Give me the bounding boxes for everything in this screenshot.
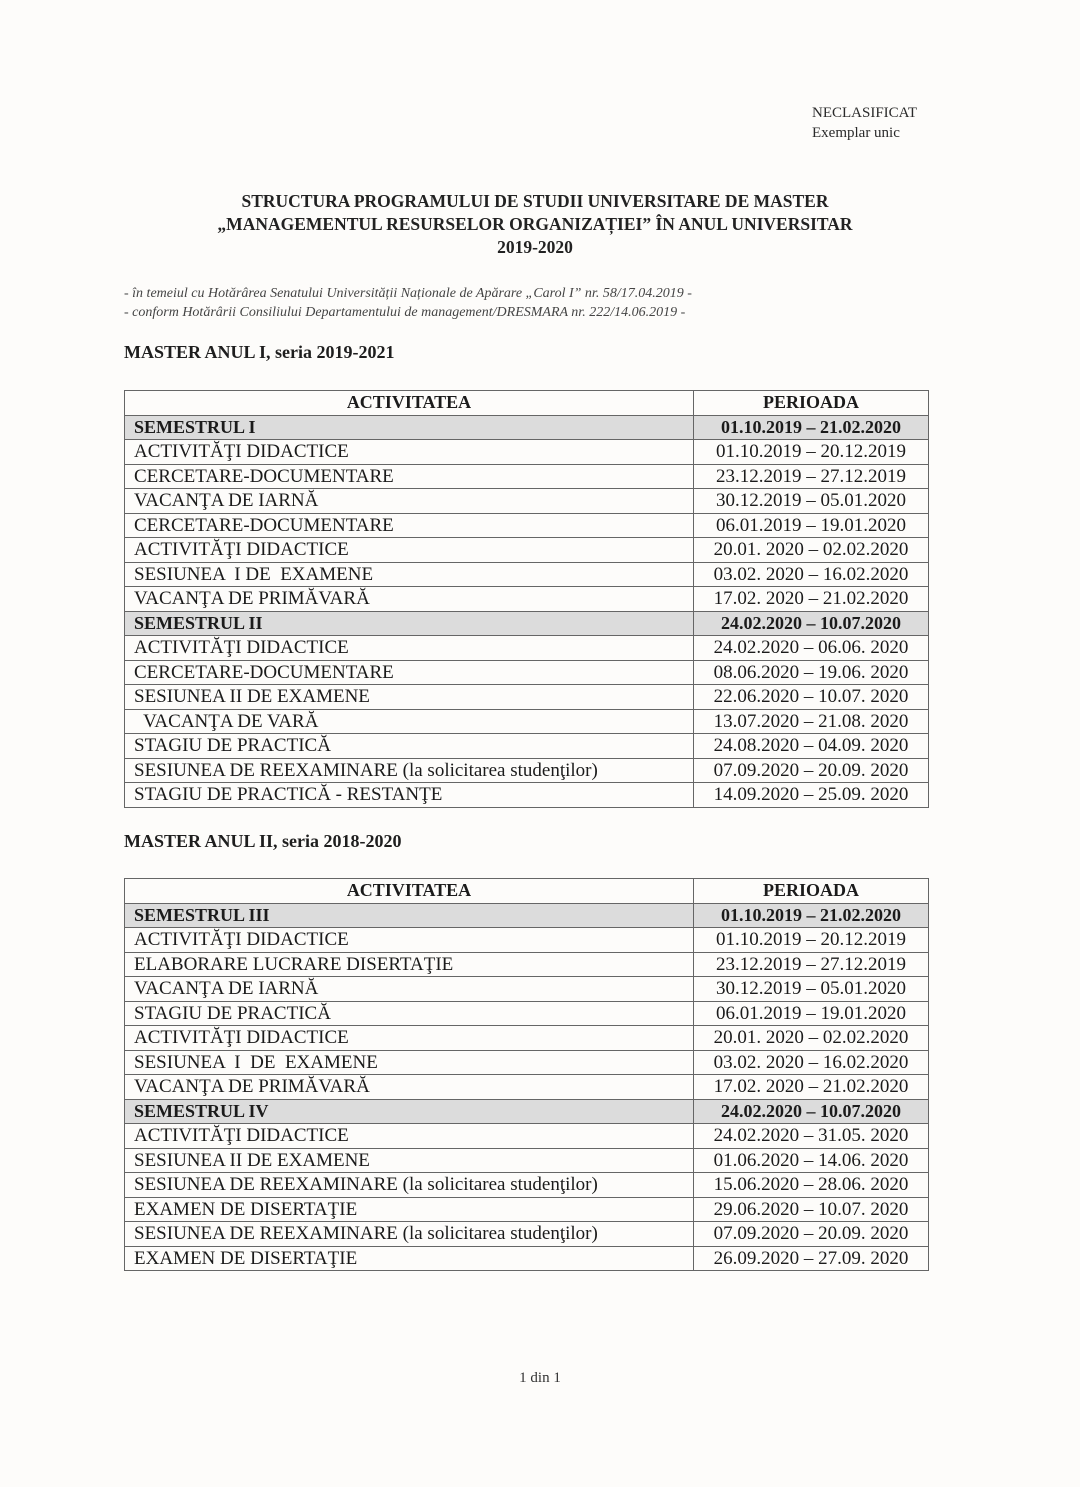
table-row [125, 440, 929, 465]
table-row [125, 758, 929, 783]
table-row [125, 977, 929, 1002]
document-title [100, 190, 970, 259]
table-row [125, 1148, 929, 1173]
activity-cell: EXAMEN DE DISERTAŢIE [125, 1197, 694, 1222]
column-header-activity: ACTIVITATEA [125, 879, 694, 904]
semester-row [125, 611, 929, 636]
period-cell: 01.10.2019 – 21.02.2020 [694, 415, 929, 440]
table-row [125, 952, 929, 977]
period-cell: 07.09.2020 – 20.09. 2020 [694, 758, 929, 783]
schedule-table-year-2 [124, 878, 929, 1271]
table-row [125, 1026, 929, 1051]
column-header-period: PERIOADA [694, 391, 929, 416]
table-row [125, 562, 929, 587]
period-cell: 01.06.2020 – 14.06. 2020 [694, 1148, 929, 1173]
page-number: 1 din 1 [519, 1370, 561, 1386]
period-cell: 22.06.2020 – 10.07. 2020 [694, 685, 929, 710]
activity-cell: SEMESTRUL IV [125, 1099, 694, 1124]
period-cell: 20.01. 2020 – 02.02.2020 [694, 1026, 929, 1051]
table-row [125, 538, 929, 563]
table-row [125, 464, 929, 489]
period-cell: 08.06.2020 – 19.06. 2020 [694, 660, 929, 685]
activity-cell: SESIUNEA II DE EXAMENE [125, 1148, 694, 1173]
activity-cell: ACTIVITĂŢI DIDACTICE [125, 636, 694, 661]
period-cell: 24.02.2020 – 10.07.2020 [694, 611, 929, 636]
period-cell: 01.10.2019 – 20.12.2019 [694, 440, 929, 465]
activity-cell: SEMESTRUL II [125, 611, 694, 636]
activity-cell: ELABORARE LUCRARE DISERTAŢIE [125, 952, 694, 977]
period-cell: 01.10.2019 – 20.12.2019 [694, 928, 929, 953]
period-cell: 17.02. 2020 – 21.02.2020 [694, 587, 929, 612]
legal-basis-line-2: - conform Hotărârii Consiliului Departamentului de management/DRESMARA nr. 222/14.06.2019 - [124, 305, 686, 320]
activity-cell: VACANŢA DE IARNĂ [125, 977, 694, 1002]
legal-basis-line-1: - în temeiul cu Hotărârea Senatului Universității Naționale de Apărare „Carol I” nr. 58/17.04.2019 - [124, 286, 692, 301]
table-row [125, 928, 929, 953]
semester-row [125, 1099, 929, 1124]
activity-cell: ACTIVITĂŢI DIDACTICE [125, 1124, 694, 1149]
legal-basis [124, 284, 692, 322]
table-row [125, 587, 929, 612]
period-cell: 14.09.2020 – 25.09. 2020 [694, 783, 929, 808]
title-line-2: „MANAGEMENTUL RESURSELOR ORGANIZAȚIEI” ÎN ANUL UNIVERSITAR [217, 214, 853, 234]
period-cell: 23.12.2019 – 27.12.2019 [694, 952, 929, 977]
column-header-period: PERIOADA [694, 879, 929, 904]
period-cell: 20.01. 2020 – 02.02.2020 [694, 538, 929, 563]
table-row [125, 1124, 929, 1149]
period-cell: 03.02. 2020 – 16.02.2020 [694, 1050, 929, 1075]
table-row [125, 1197, 929, 1222]
column-header-activity: ACTIVITATEA [125, 391, 694, 416]
table-header-row [125, 879, 929, 904]
period-cell: 24.02.2020 – 10.07.2020 [694, 1099, 929, 1124]
table-row [125, 1001, 929, 1026]
classification-block [812, 103, 917, 143]
table-row [125, 734, 929, 759]
activity-cell: VACANŢA DE PRIMĂVARĂ [125, 1075, 694, 1100]
table-header-row [125, 391, 929, 416]
table-row [125, 1246, 929, 1271]
table-row [125, 636, 929, 661]
activity-cell: SEMESTRUL III [125, 903, 694, 928]
activity-cell: SESIUNEA DE REEXAMINARE (la solicitarea studenţilor) [125, 758, 694, 783]
activity-cell: STAGIU DE PRACTICĂ [125, 734, 694, 759]
activity-cell: SESIUNEA DE REEXAMINARE (la solicitarea studenţilor) [125, 1173, 694, 1198]
period-cell: 15.06.2020 – 28.06. 2020 [694, 1173, 929, 1198]
period-cell: 06.01.2019 – 19.01.2020 [694, 513, 929, 538]
semester-row [125, 903, 929, 928]
period-cell: 30.12.2019 – 05.01.2020 [694, 977, 929, 1002]
activity-cell: ACTIVITĂŢI DIDACTICE [125, 538, 694, 563]
table-row [125, 685, 929, 710]
period-cell: 24.08.2020 – 04.09. 2020 [694, 734, 929, 759]
copy-label: Exemplar unic [812, 125, 900, 141]
period-cell: 26.09.2020 – 27.09. 2020 [694, 1246, 929, 1271]
period-cell: 13.07.2020 – 21.08. 2020 [694, 709, 929, 734]
semester-row [125, 415, 929, 440]
period-cell: 01.10.2019 – 21.02.2020 [694, 903, 929, 928]
table-row [125, 1075, 929, 1100]
activity-cell: CERCETARE-DOCUMENTARE [125, 660, 694, 685]
section-1-heading: MASTER ANUL I, seria 2019-2021 [124, 342, 395, 362]
activity-cell: EXAMEN DE DISERTAŢIE [125, 1246, 694, 1271]
table-row [125, 783, 929, 808]
activity-cell: CERCETARE-DOCUMENTARE [125, 464, 694, 489]
activity-cell: ACTIVITĂŢI DIDACTICE [125, 440, 694, 465]
period-cell: 30.12.2019 – 05.01.2020 [694, 489, 929, 514]
activity-cell: VACANŢA DE IARNĂ [125, 489, 694, 514]
title-line-1: STRUCTURA PROGRAMULUI DE STUDII UNIVERSITARE DE MASTER [241, 191, 829, 211]
period-cell: 24.02.2020 – 31.05. 2020 [694, 1124, 929, 1149]
table-row [125, 489, 929, 514]
period-cell: 03.02. 2020 – 16.02.2020 [694, 562, 929, 587]
activity-cell: STAGIU DE PRACTICĂ [125, 1001, 694, 1026]
period-cell: 23.12.2019 – 27.12.2019 [694, 464, 929, 489]
table-row [125, 1222, 929, 1247]
period-cell: 06.01.2019 – 19.01.2020 [694, 1001, 929, 1026]
activity-cell: VACANŢA DE VARĂ [125, 709, 694, 734]
activity-cell: SESIUNEA I DE EXAMENE [125, 1050, 694, 1075]
activity-cell: ACTIVITĂŢI DIDACTICE [125, 928, 694, 953]
period-cell: 07.09.2020 – 20.09. 2020 [694, 1222, 929, 1247]
activity-cell: STAGIU DE PRACTICĂ - RESTANŢE [125, 783, 694, 808]
activity-cell: VACANŢA DE PRIMĂVARĂ [125, 587, 694, 612]
section-2-heading: MASTER ANUL II, seria 2018-2020 [124, 831, 402, 851]
classification-label: NECLASIFICAT [812, 105, 918, 121]
title-line-3: 2019-2020 [497, 237, 573, 257]
schedule-table-year-1 [124, 390, 929, 808]
activity-cell: CERCETARE-DOCUMENTARE [125, 513, 694, 538]
table-row [125, 1050, 929, 1075]
activity-cell: SEMESTRUL I [125, 415, 694, 440]
activity-cell: SESIUNEA II DE EXAMENE [125, 685, 694, 710]
activity-cell: SESIUNEA DE REEXAMINARE (la solicitarea studenţilor) [125, 1222, 694, 1247]
table-row [125, 709, 929, 734]
table-row [125, 660, 929, 685]
table-row [125, 513, 929, 538]
activity-cell: SESIUNEA I DE EXAMENE [125, 562, 694, 587]
period-cell: 24.02.2020 – 06.06. 2020 [694, 636, 929, 661]
table-row [125, 1173, 929, 1198]
period-cell: 29.06.2020 – 10.07. 2020 [694, 1197, 929, 1222]
activity-cell: ACTIVITĂŢI DIDACTICE [125, 1026, 694, 1051]
period-cell: 17.02. 2020 – 21.02.2020 [694, 1075, 929, 1100]
